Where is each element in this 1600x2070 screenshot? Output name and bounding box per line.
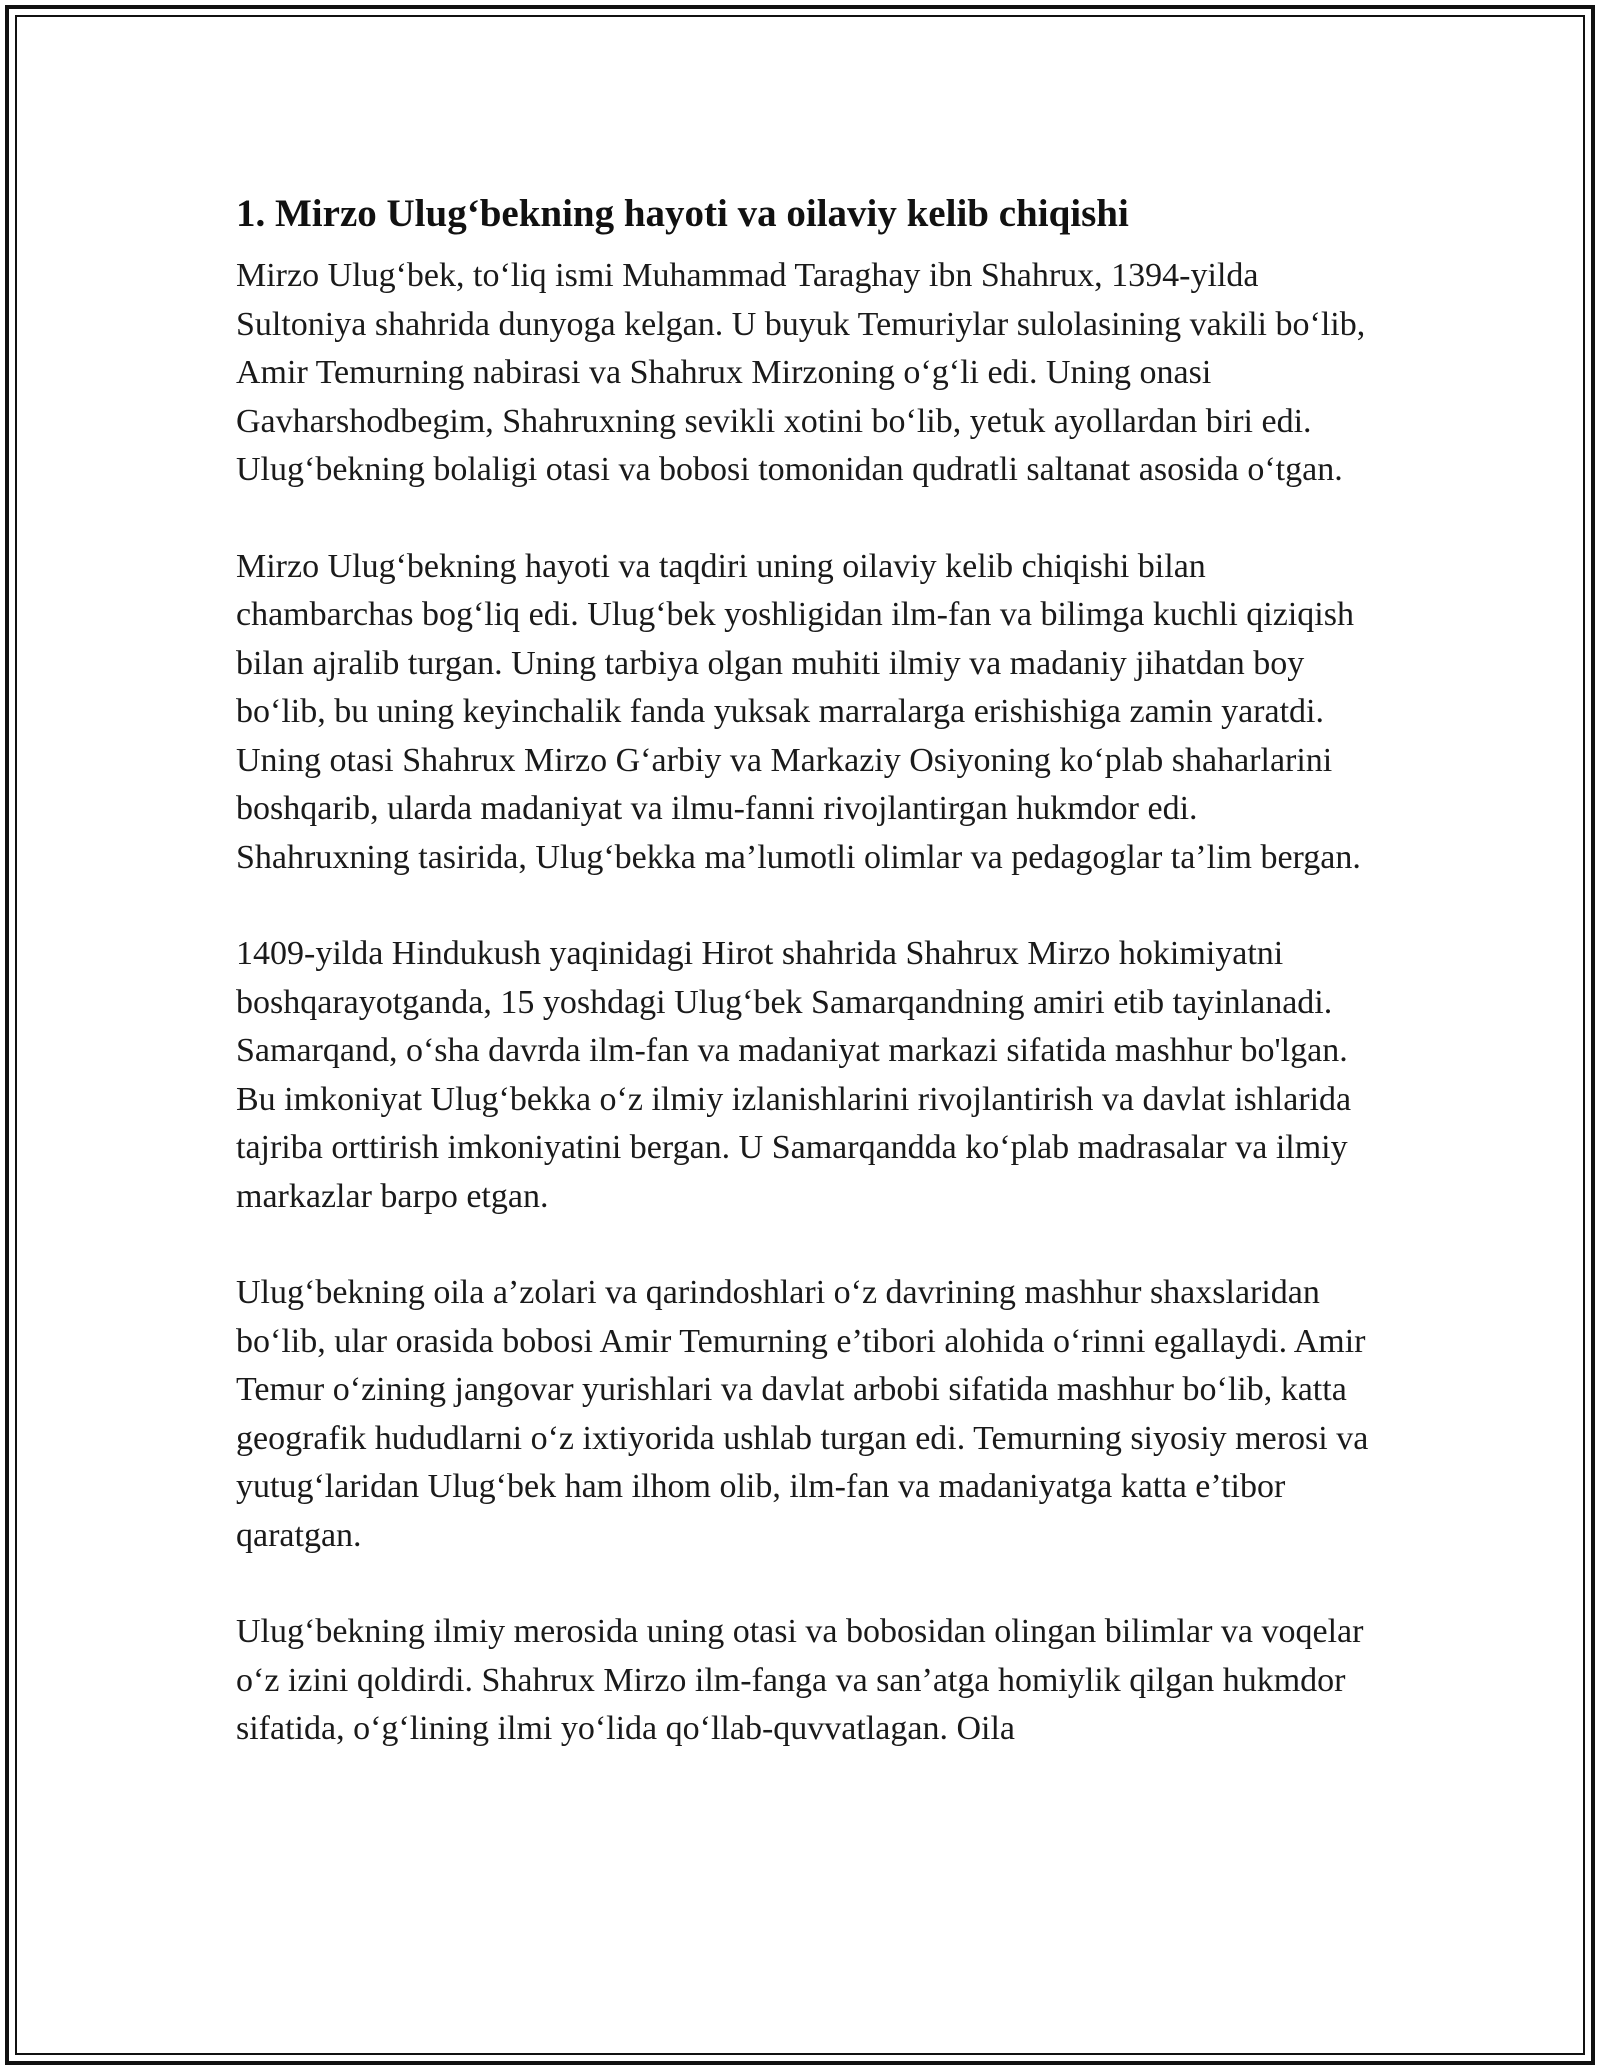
paragraph-3: 1409-yilda Hindukush yaqinidagi Hirot shahrida Shahrux Mirzo hokimiyatni boshqarayotganda, 15 yoshdagi Ulug‘bek Samarqandning amiri etib tayinlanadi. Samarqand, o‘sha davrda ilm-fan va madaniyat markazi sifatida mashhur bo'lgan. Bu imkoniyat Ulug‘bekka o‘z ilmiy izlanishlarini rivojlantirish va davlat ishlarida tajriba orttirish imkoniyatini bergan. U Samarqandda ko‘plab madrasalar va ilmiy markazlar barpo etgan. (236, 935, 1352, 1215)
document-content (236, 186, 1376, 1802)
paragraph-4: Ulug‘bekning oila a’zolari va qarindoshlari o‘z davrining mashhur shaxslaridan bo‘lib, ular orasida bobosi Amir Temurning e’tibori alohida o‘rinni egallaydi. Amir Temur o‘zining jangovar yurishlari va davlat arbobi sifatida mashhur bo‘lib, katta geografik hududlarni o‘z ixtiyorida ushlab turgan edi. Temurning siyosiy merosi va yutug‘laridan Ulug‘bek ham ilhom olib, ilm-fan va madaniyatga katta e’tibor qaratgan. (236, 1274, 1369, 1554)
paragraph-5: Ulug‘bekning ilmiy merosida uning otasi va bobosidan olingan bilimlar va voqelar o‘z izini qoldirdi. Shahrux Mirzo ilm-fanga va san’atga homiylik qilgan hukmdor sifatida, o‘g‘lining ilmi yo‘lida qo‘llab-quvvatlagan. Oila (236, 1613, 1364, 1747)
section-heading: 1. Mirzo Ulug‘bekning hayoti va oilaviy kelib chiqishi (236, 192, 1129, 235)
paragraph-2: Mirzo Ulug‘bekning hayoti va taqdiri uning oilaviy kelib chiqishi bilan chambarchas bog‘liq edi. Ulug‘bek yoshligidan ilm-fan va bilimga kuchli qiziqish bilan ajralib turgan. Uning tarbiya olgan muhiti ilmiy va madaniy jihatdan boy bo‘lib, bu uning keyinchalik fanda yuksak marralarga erishishiga zamin yaratdi. Uning otasi Shahrux Mirzo G‘arbiy va Markaziy Osiyoning ko‘plab shaharlarini boshqarib, ularda madaniyat va ilmu-fanni rivojlantirgan hukmdor edi. Shahruxning tasirida, Ulug‘bekka ma’lumotli olimlar va pedagoglar ta’lim bergan. (236, 547, 1361, 876)
paragraph-1: Mirzo Ulug‘bek, to‘liq ismi Muhammad Taraghay ibn Shahrux, 1394-yilda Sultoniya shahrida dunyoga kelgan. U buyuk Temuriylar sulolasining vakili bo‘lib, Amir Temurning nabirasi va Shahrux Mirzoning o‘g‘li edi. Uning onasi Gavharshodbegim, Shahruxning sevikli xotini bo‘lib, yetuk ayollardan biri edi. Ulug‘bekning bolaligi otasi va bobosi tomonidan qudratli saltanat asosida o‘tgan. (236, 257, 1366, 488)
